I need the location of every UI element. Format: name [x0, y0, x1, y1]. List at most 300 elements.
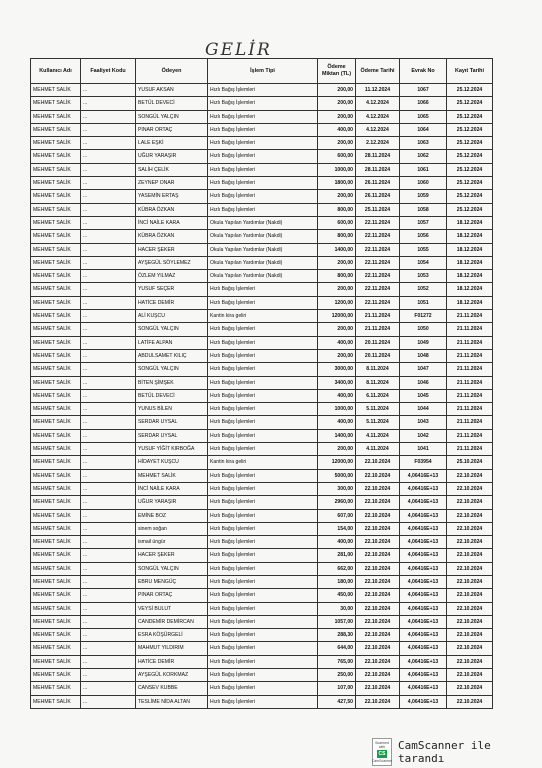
table-row	[31, 163, 493, 176]
cell-kayit-tarihi: 22.10.2024	[447, 682, 493, 695]
cell-evrak-no: 4,06416E+13	[400, 669, 447, 682]
cell-evrak-no: 1059	[400, 190, 447, 203]
cell-evrak-no: 4,06416E+13	[400, 562, 447, 575]
cell-faaliyet: ...	[81, 615, 136, 628]
cell-odeme-tarihi: 20.11.2024	[356, 336, 400, 349]
cell-odeyen: ZEYNEP ONAR	[136, 177, 208, 190]
table-row	[31, 629, 493, 642]
cell-odeme-miktari: 765,00	[318, 655, 356, 668]
cell-odeyen: VEYSİ BULUT	[136, 602, 208, 615]
cell-evrak-no: 1057	[400, 216, 447, 229]
cell-odeme-tarihi: 22.10.2024	[356, 695, 400, 708]
cell-kullanici: MEHMET SALİK	[31, 243, 81, 256]
cell-odeme-tarihi: 21.11.2024	[356, 323, 400, 336]
cell-odeme-tarihi: 4.12.2024	[356, 97, 400, 110]
cell-kullanici: MEHMET SALİK	[31, 562, 81, 575]
cell-kullanici: MEHMET SALİK	[31, 84, 81, 97]
cell-odeme-tarihi: 20.11.2024	[356, 349, 400, 362]
cell-islem-tipi: Hızlı Bağış İşlemleri	[208, 296, 318, 309]
cell-kullanici: MEHMET SALİK	[31, 482, 81, 495]
cell-kayit-tarihi: 25.12.2024	[447, 190, 493, 203]
cell-odeyen: CANDEMİR DEMİRCAN	[136, 615, 208, 628]
cell-evrak-no: 1063	[400, 137, 447, 150]
cell-odeme-tarihi: 8.11.2024	[356, 376, 400, 389]
cell-odeme-miktari: 800,00	[318, 230, 356, 243]
cell-odeme-tarihi: 8.11.2024	[356, 363, 400, 376]
cell-kullanici: MEHMET SALİK	[31, 203, 81, 216]
cell-odeyen: MAHMUT YILDIRIM	[136, 642, 208, 655]
cell-odeyen: ÖZLEM YILMAZ	[136, 270, 208, 283]
cell-kullanici: MEHMET SALİK	[31, 575, 81, 588]
cell-kullanici: MEHMET SALİK	[31, 655, 81, 668]
cell-islem-tipi: Hızlı Bağış İşlemleri	[208, 177, 318, 190]
cell-kullanici: MEHMET SALİK	[31, 549, 81, 562]
cell-odeyen: ESRA KÖŞÜRGELİ	[136, 629, 208, 642]
cell-faaliyet: ...	[81, 389, 136, 402]
cell-islem-tipi: Hızlı Bağış İşlemleri	[208, 416, 318, 429]
cell-odeme-miktari: 200,00	[318, 323, 356, 336]
cell-evrak-no: 1065	[400, 110, 447, 123]
cell-faaliyet: ...	[81, 682, 136, 695]
cell-faaliyet: ...	[81, 296, 136, 309]
cell-faaliyet: ...	[81, 443, 136, 456]
cell-evrak-no: 4,06416E+13	[400, 469, 447, 482]
table-row	[31, 682, 493, 695]
cell-faaliyet: ...	[81, 177, 136, 190]
cell-odeyen: KÜBRA ÖZKAN	[136, 203, 208, 216]
cell-islem-tipi: Hızlı Bağış İşlemleri	[208, 123, 318, 136]
cell-odeme-tarihi: 22.10.2024	[356, 589, 400, 602]
cell-faaliyet: ...	[81, 549, 136, 562]
cell-kayit-tarihi: 22.10.2024	[447, 549, 493, 562]
cell-faaliyet: ...	[81, 283, 136, 296]
cell-evrak-no: 1053	[400, 270, 447, 283]
cell-odeme-tarihi: 22.10.2024	[356, 509, 400, 522]
table-row	[31, 336, 493, 349]
cell-faaliyet: ...	[81, 536, 136, 549]
cell-islem-tipi: Hızlı Bağış İşlemleri	[208, 97, 318, 110]
cell-faaliyet: ...	[81, 123, 136, 136]
cell-faaliyet: ...	[81, 190, 136, 203]
cell-kullanici: MEHMET SALİK	[31, 256, 81, 269]
table-row	[31, 536, 493, 549]
cell-evrak-no: 1043	[400, 416, 447, 429]
cell-odeme-tarihi: 4.12.2024	[356, 123, 400, 136]
cell-odeme-miktari: 1800,00	[318, 177, 356, 190]
cell-odeme-tarihi: 2.12.2024	[356, 137, 400, 150]
cell-evrak-no: 4,06416E+13	[400, 695, 447, 708]
table-row	[31, 429, 493, 442]
table-row	[31, 575, 493, 588]
cell-kayit-tarihi: 18.12.2024	[447, 243, 493, 256]
cell-odeyen: SERDAR UYSAL	[136, 416, 208, 429]
table-row	[31, 602, 493, 615]
cell-evrak-no: 1062	[400, 150, 447, 163]
cell-islem-tipi: Hızlı Bağış İşlemleri	[208, 203, 318, 216]
table-row	[31, 589, 493, 602]
cell-evrak-no: 4,06416E+13	[400, 682, 447, 695]
cell-odeme-miktari: 180,00	[318, 575, 356, 588]
cell-odeme-miktari: 250,00	[318, 669, 356, 682]
cell-kullanici: MEHMET SALİK	[31, 389, 81, 402]
cell-kullanici: MEHMET SALİK	[31, 536, 81, 549]
cell-kayit-tarihi: 22.10.2024	[447, 482, 493, 495]
cell-odeyen: SONGÜL YALÇIN	[136, 323, 208, 336]
cell-islem-tipi: Hızlı Bağış İşlemleri	[208, 522, 318, 535]
cell-kullanici: MEHMET SALİK	[31, 695, 81, 708]
table-row	[31, 190, 493, 203]
cell-odeme-tarihi: 22.10.2024	[356, 482, 400, 495]
cell-odeyen: ABDULSAMET KILIÇ	[136, 349, 208, 362]
cell-kullanici: MEHMET SALİK	[31, 443, 81, 456]
table-row	[31, 203, 493, 216]
cell-faaliyet: ...	[81, 416, 136, 429]
ledger-table	[30, 58, 493, 709]
cell-odeme-miktari: 400,00	[318, 416, 356, 429]
cell-islem-tipi: Hızlı Bağış İşlemleri	[208, 655, 318, 668]
cell-odeme-miktari: 200,00	[318, 256, 356, 269]
header-islem-tipi: İşlem Tipi	[208, 59, 318, 84]
cell-islem-tipi: Okula Yapılan Yardımlar (Nakdi)	[208, 216, 318, 229]
cell-islem-tipi: Hızlı Bağış İşlemleri	[208, 496, 318, 509]
cell-faaliyet: ...	[81, 496, 136, 509]
cell-odeyen: BİTEN ŞİMŞEK	[136, 376, 208, 389]
cell-faaliyet: ...	[81, 216, 136, 229]
cell-islem-tipi: Hızlı Bağış İşlemleri	[208, 84, 318, 97]
cell-odeyen: BETÜL DEVECİ	[136, 97, 208, 110]
cell-faaliyet: ...	[81, 589, 136, 602]
cell-odeyen: HATİCE DEMİR	[136, 296, 208, 309]
cell-kayit-tarihi: 22.10.2024	[447, 655, 493, 668]
table-row	[31, 562, 493, 575]
cell-evrak-no: 1050	[400, 323, 447, 336]
cell-odeyen: SONGÜL YALÇIN	[136, 562, 208, 575]
cell-evrak-no: 1042	[400, 429, 447, 442]
table-header-row	[31, 59, 493, 84]
cell-odeyen: ALİ KUŞCU	[136, 310, 208, 323]
table-row	[31, 323, 493, 336]
logo-top-text: Scanned with	[375, 741, 389, 749]
cell-faaliyet: ...	[81, 137, 136, 150]
cell-odeyen: YUNUS BİLEN	[136, 403, 208, 416]
cell-evrak-no: 4,06416E+13	[400, 642, 447, 655]
cell-kayit-tarihi: 22.10.2024	[447, 642, 493, 655]
cell-islem-tipi: Hızlı Bağış İşlemleri	[208, 589, 318, 602]
cell-kayit-tarihi: 22.10.2024	[447, 496, 493, 509]
cell-kullanici: MEHMET SALİK	[31, 163, 81, 176]
table-row	[31, 123, 493, 136]
cell-kayit-tarihi: 18.12.2024	[447, 230, 493, 243]
cell-kullanici: MEHMET SALİK	[31, 190, 81, 203]
handwritten-annotation: GELİR	[205, 40, 272, 60]
table-row	[31, 443, 493, 456]
cell-odeme-miktari: 1000,00	[318, 403, 356, 416]
cell-evrak-no: 4,06416E+13	[400, 536, 447, 549]
table-row	[31, 230, 493, 243]
cell-odeyen: UĞUR YARAŞIR	[136, 150, 208, 163]
cell-kullanici: MEHMET SALİK	[31, 642, 81, 655]
table-row	[31, 97, 493, 110]
cell-kayit-tarihi: 21.11.2024	[447, 349, 493, 362]
table-row	[31, 110, 493, 123]
cell-kayit-tarihi: 22.10.2024	[447, 629, 493, 642]
cell-odeme-miktari: 800,00	[318, 270, 356, 283]
cell-islem-tipi: Hızlı Bağış İşlemleri	[208, 549, 318, 562]
table-row	[31, 615, 493, 628]
cell-evrak-no: 4,06416E+13	[400, 589, 447, 602]
table-row	[31, 349, 493, 362]
cell-evrak-no: 4,06416E+13	[400, 575, 447, 588]
cell-odeme-miktari: 2960,00	[318, 496, 356, 509]
cell-islem-tipi: Hızlı Bağış İşlemleri	[208, 443, 318, 456]
cell-odeme-miktari: 400,00	[318, 389, 356, 402]
header-odeme-tarihi: Ödeme Tarihi	[356, 59, 400, 84]
cell-odeme-miktari: 1200,00	[318, 296, 356, 309]
cell-islem-tipi: Hızlı Bağış İşlemleri	[208, 137, 318, 150]
cell-odeme-tarihi: 22.10.2024	[356, 615, 400, 628]
cell-islem-tipi: Hızlı Bağış İşlemleri	[208, 669, 318, 682]
cell-odeme-tarihi: 22.10.2024	[356, 522, 400, 535]
cell-kullanici: MEHMET SALİK	[31, 429, 81, 442]
cell-odeme-miktari: 154,00	[318, 522, 356, 535]
cell-odeme-miktari: 3000,00	[318, 363, 356, 376]
cell-islem-tipi: Hızlı Bağış İşlemleri	[208, 695, 318, 708]
cell-odeme-tarihi: 22.10.2024	[356, 549, 400, 562]
cell-odeyen: İNCİ NAİLE KARA	[136, 216, 208, 229]
cell-islem-tipi: Hızlı Bağış İşlemleri	[208, 615, 318, 628]
table-row	[31, 376, 493, 389]
cell-odeme-tarihi: 26.11.2024	[356, 190, 400, 203]
cell-faaliyet: ...	[81, 376, 136, 389]
cell-kullanici: MEHMET SALİK	[31, 682, 81, 695]
cell-odeme-tarihi: 11.12.2024	[356, 84, 400, 97]
cell-odeyen: LATİFE ALPAN	[136, 336, 208, 349]
cell-faaliyet: ...	[81, 270, 136, 283]
table-row	[31, 137, 493, 150]
cell-kayit-tarihi: 21.11.2024	[447, 443, 493, 456]
cell-odeme-miktari: 400,00	[318, 336, 356, 349]
cell-odeyen: PINAR ORTAÇ	[136, 589, 208, 602]
cell-kullanici: MEHMET SALİK	[31, 323, 81, 336]
cell-odeme-tarihi: 22.10.2024	[356, 642, 400, 655]
cell-islem-tipi: Hızlı Bağış İşlemleri	[208, 469, 318, 482]
cell-odeyen: EMİNE BOZ	[136, 509, 208, 522]
cell-faaliyet: ...	[81, 84, 136, 97]
cell-islem-tipi: Okula Yapılan Yardımlar (Nakdi)	[208, 230, 318, 243]
cs-badge-icon: CS	[378, 751, 386, 757]
cell-odeyen: İNCİ NAİLE KARA	[136, 482, 208, 495]
cell-evrak-no: 4,06416E+13	[400, 602, 447, 615]
cell-evrak-no: F01272	[400, 310, 447, 323]
cell-kayit-tarihi: 25.12.2024	[447, 123, 493, 136]
cell-odeme-tarihi: 28.11.2024	[356, 163, 400, 176]
cell-faaliyet: ...	[81, 256, 136, 269]
cell-odeme-miktari: 450,00	[318, 589, 356, 602]
cell-kayit-tarihi: 21.11.2024	[447, 323, 493, 336]
cell-odeme-tarihi: 22.11.2024	[356, 256, 400, 269]
cell-evrak-no: 4,06416E+13	[400, 496, 447, 509]
cell-islem-tipi: Hızlı Bağış İşlemleri	[208, 429, 318, 442]
header-kullanici: Kullanıcı Adı	[31, 59, 81, 84]
cell-kayit-tarihi: 22.10.2024	[447, 536, 493, 549]
cell-kayit-tarihi: 22.10.2024	[447, 562, 493, 575]
cell-kullanici: MEHMET SALİK	[31, 629, 81, 642]
cell-odeyen: MEHMET SALİK	[136, 469, 208, 482]
header-faaliyet: Faaliyet Kodu	[81, 59, 136, 84]
cell-odeme-miktari: 200,00	[318, 110, 356, 123]
cell-odeme-miktari: 200,00	[318, 137, 356, 150]
cell-odeme-tarihi: 22.11.2024	[356, 283, 400, 296]
table-row	[31, 363, 493, 376]
cell-odeyen: AYŞEGÜL SÖYLEMEZ	[136, 256, 208, 269]
cell-faaliyet: ...	[81, 349, 136, 362]
cell-odeyen: HACER ŞEKER	[136, 243, 208, 256]
cell-kayit-tarihi: 22.10.2024	[447, 469, 493, 482]
cell-evrak-no: 1058	[400, 203, 447, 216]
cell-evrak-no: 1047	[400, 363, 447, 376]
cell-odeme-miktari: 30,00	[318, 602, 356, 615]
cell-kullanici: MEHMET SALİK	[31, 283, 81, 296]
cell-faaliyet: ...	[81, 575, 136, 588]
cell-islem-tipi: Hızlı Bağış İşlemleri	[208, 163, 318, 176]
cell-kayit-tarihi: 25.12.2024	[447, 137, 493, 150]
table-row	[31, 509, 493, 522]
cell-kayit-tarihi: 25.12.2024	[447, 163, 493, 176]
cell-kayit-tarihi: 22.10.2024	[447, 509, 493, 522]
cell-odeme-tarihi: 22.10.2024	[356, 536, 400, 549]
cell-islem-tipi: Hızlı Bağış İşlemleri	[208, 190, 318, 203]
table-row	[31, 496, 493, 509]
cell-kullanici: MEHMET SALİK	[31, 615, 81, 628]
cell-odeme-miktari: 200,00	[318, 443, 356, 456]
cell-evrak-no: 4,06416E+13	[400, 522, 447, 535]
cell-odeyen: EBRU MENGÜÇ	[136, 575, 208, 588]
cell-evrak-no: 1067	[400, 84, 447, 97]
camscanner-logo	[372, 738, 392, 766]
cell-kullanici: MEHMET SALİK	[31, 363, 81, 376]
cell-odeyen: BETÜL DEVECİ	[136, 389, 208, 402]
cell-odeyen: HACER ŞEKER	[136, 549, 208, 562]
cell-islem-tipi: Hızlı Bağış İşlemleri	[208, 363, 318, 376]
cell-kayit-tarihi: 22.10.2024	[447, 522, 493, 535]
cell-faaliyet: ...	[81, 642, 136, 655]
cell-evrak-no: 1052	[400, 283, 447, 296]
cell-islem-tipi: Hızlı Bağış İşlemleri	[208, 575, 318, 588]
table-row	[31, 469, 493, 482]
cell-islem-tipi: Hızlı Bağış İşlemleri	[208, 536, 318, 549]
cell-faaliyet: ...	[81, 110, 136, 123]
camscanner-watermark: CamScanner ile tarandı	[398, 739, 491, 765]
cell-odeme-miktari: 1400,00	[318, 429, 356, 442]
cell-odeme-tarihi: 22.10.2024	[356, 602, 400, 615]
cell-kullanici: MEHMET SALİK	[31, 296, 81, 309]
cell-odeme-tarihi: 22.11.2024	[356, 216, 400, 229]
table-row	[31, 482, 493, 495]
cell-kayit-tarihi: 18.12.2024	[447, 256, 493, 269]
table-row	[31, 655, 493, 668]
cell-kayit-tarihi: 21.11.2024	[447, 310, 493, 323]
cell-odeme-tarihi: 22.10.2024	[356, 469, 400, 482]
cell-kayit-tarihi: 21.11.2024	[447, 389, 493, 402]
cell-faaliyet: ...	[81, 336, 136, 349]
table-row	[31, 456, 493, 469]
cell-odeme-tarihi: 4.11.2024	[356, 429, 400, 442]
cell-odeme-tarihi: 22.10.2024	[356, 562, 400, 575]
cell-faaliyet: ...	[81, 669, 136, 682]
cell-kayit-tarihi: 22.10.2024	[447, 602, 493, 615]
cell-evrak-no: 1066	[400, 97, 447, 110]
cell-odeme-tarihi: 25.11.2024	[356, 203, 400, 216]
cell-kayit-tarihi: 25.12.2024	[447, 203, 493, 216]
cell-odeyen: SERDAR UYSAL	[136, 429, 208, 442]
cell-kullanici: MEHMET SALİK	[31, 97, 81, 110]
cell-odeme-miktari: 5000,00	[318, 469, 356, 482]
cell-odeme-tarihi: 22.10.2024	[356, 456, 400, 469]
cell-odeme-miktari: 400,00	[318, 123, 356, 136]
cell-odeme-miktari: 427,50	[318, 695, 356, 708]
cell-odeme-miktari: 107,00	[318, 682, 356, 695]
cell-islem-tipi: Hızlı Bağış İşlemleri	[208, 349, 318, 362]
cell-odeyen: ismail üngür	[136, 536, 208, 549]
cell-evrak-no: 1045	[400, 389, 447, 402]
cell-faaliyet: ...	[81, 429, 136, 442]
cell-kullanici: MEHMET SALİK	[31, 496, 81, 509]
table-row	[31, 695, 493, 708]
cell-odeme-miktari: 12000,00	[318, 456, 356, 469]
table-row	[31, 283, 493, 296]
cell-odeyen: TESLİME NİDA ALTAN	[136, 695, 208, 708]
table-row	[31, 296, 493, 309]
cell-odeyen: sinem soğan	[136, 522, 208, 535]
cell-odeme-miktari: 12000,00	[318, 310, 356, 323]
cell-odeme-tarihi: 22.10.2024	[356, 629, 400, 642]
cell-odeme-miktari: 600,00	[318, 150, 356, 163]
cell-odeme-tarihi: 5.11.2024	[356, 403, 400, 416]
cell-kullanici: MEHMET SALİK	[31, 349, 81, 362]
cell-odeme-tarihi: 22.11.2024	[356, 230, 400, 243]
cell-faaliyet: ...	[81, 695, 136, 708]
cell-odeyen: CANSEV KUBBE	[136, 682, 208, 695]
cell-islem-tipi: Okula Yapılan Yardımlar (Nakdi)	[208, 243, 318, 256]
table-row	[31, 84, 493, 97]
cell-faaliyet: ...	[81, 243, 136, 256]
table-row	[31, 403, 493, 416]
cell-evrak-no: 1064	[400, 123, 447, 136]
cell-faaliyet: ...	[81, 150, 136, 163]
cell-kullanici: MEHMET SALİK	[31, 376, 81, 389]
cell-odeyen: SALİH ÇELİK	[136, 163, 208, 176]
cell-evrak-no: F03954	[400, 456, 447, 469]
cell-islem-tipi: Hızlı Bağış İşlemleri	[208, 336, 318, 349]
cell-odeme-tarihi: 21.11.2024	[356, 310, 400, 323]
cell-kayit-tarihi: 21.11.2024	[447, 376, 493, 389]
cell-faaliyet: ...	[81, 655, 136, 668]
cell-kayit-tarihi: 18.12.2024	[447, 283, 493, 296]
cell-kayit-tarihi: 22.10.2024	[447, 575, 493, 588]
cell-odeme-tarihi: 26.11.2024	[356, 177, 400, 190]
cell-odeme-miktari: 400,00	[318, 536, 356, 549]
cell-kayit-tarihi: 25.12.2024	[447, 84, 493, 97]
cell-kullanici: MEHMET SALİK	[31, 416, 81, 429]
cell-odeme-miktari: 644,00	[318, 642, 356, 655]
cell-odeme-miktari: 800,00	[318, 203, 356, 216]
cell-faaliyet: ...	[81, 363, 136, 376]
cell-odeyen: LALE EŞKİ	[136, 137, 208, 150]
cell-kayit-tarihi: 25.12.2024	[447, 177, 493, 190]
cell-faaliyet: ...	[81, 456, 136, 469]
cell-islem-tipi: Hızlı Bağış İşlemleri	[208, 376, 318, 389]
cell-kullanici: MEHMET SALİK	[31, 602, 81, 615]
